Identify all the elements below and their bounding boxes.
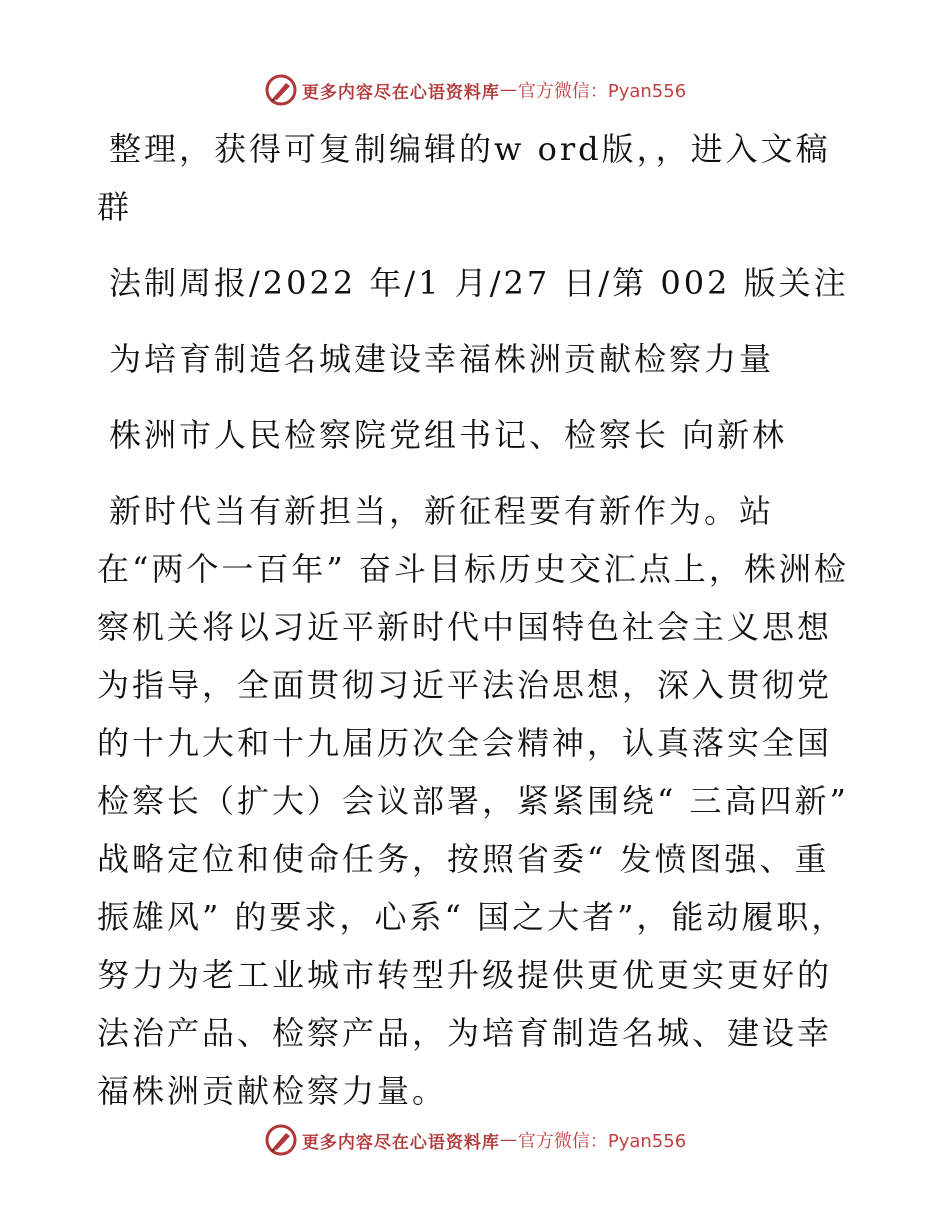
watermark-prefix: 更多内容尽在心语资料库 [301,1132,500,1153]
author-line: 株洲市人民检察院党组书记、检察长 向新林 [109,416,788,454]
body-paragraph: 新时代当有新担当，新征程要有新作为。站在“两个一百年” 奋斗目标历史交汇点上，株洲检察机关将以习近平新时代中国特色社会主义思想为指导，全面贯彻习近平法治思想，深入贯彻党的十九大和十九届历次全会精神，认真落实全国检察长（扩大）会议部署，紧紧围绕“ 三高四新” 战略定位和使命任务，按照省委“ 发愤图强、重振雄风” 的要求，心系“ 国之大者”，能动履职，努力为老工业城市转型升级提供更优更实更好的法治产品、检察产品，为培育制造名城、建设幸福株洲贡献检察力量。 [97,492,849,1110]
watermark-banner-bottom [0,1120,950,1160]
watermark-dash: — [499,80,518,100]
pen-logo-icon [264,73,298,107]
watermark-suffix: 官方微信：Pyan556 [517,1131,687,1152]
document-content [97,120,849,1120]
watermark-dash: — [499,1130,518,1150]
pen-logo-icon [264,1123,298,1157]
article-title: 为培育制造名城建设幸福株洲贡献检察力量 [109,340,775,378]
watermark-banner-top [0,70,950,110]
watermark-suffix: 官方微信：Pyan556 [517,81,687,102]
watermark-prefix: 更多内容尽在心语资料库 [301,82,500,103]
source-line: 法制周报/2022 年/1 月/27 日/第 002 版关注 [109,264,849,302]
intro-line: 整理，获得可复制编辑的w ord版，，进入文稿群 [97,130,831,226]
